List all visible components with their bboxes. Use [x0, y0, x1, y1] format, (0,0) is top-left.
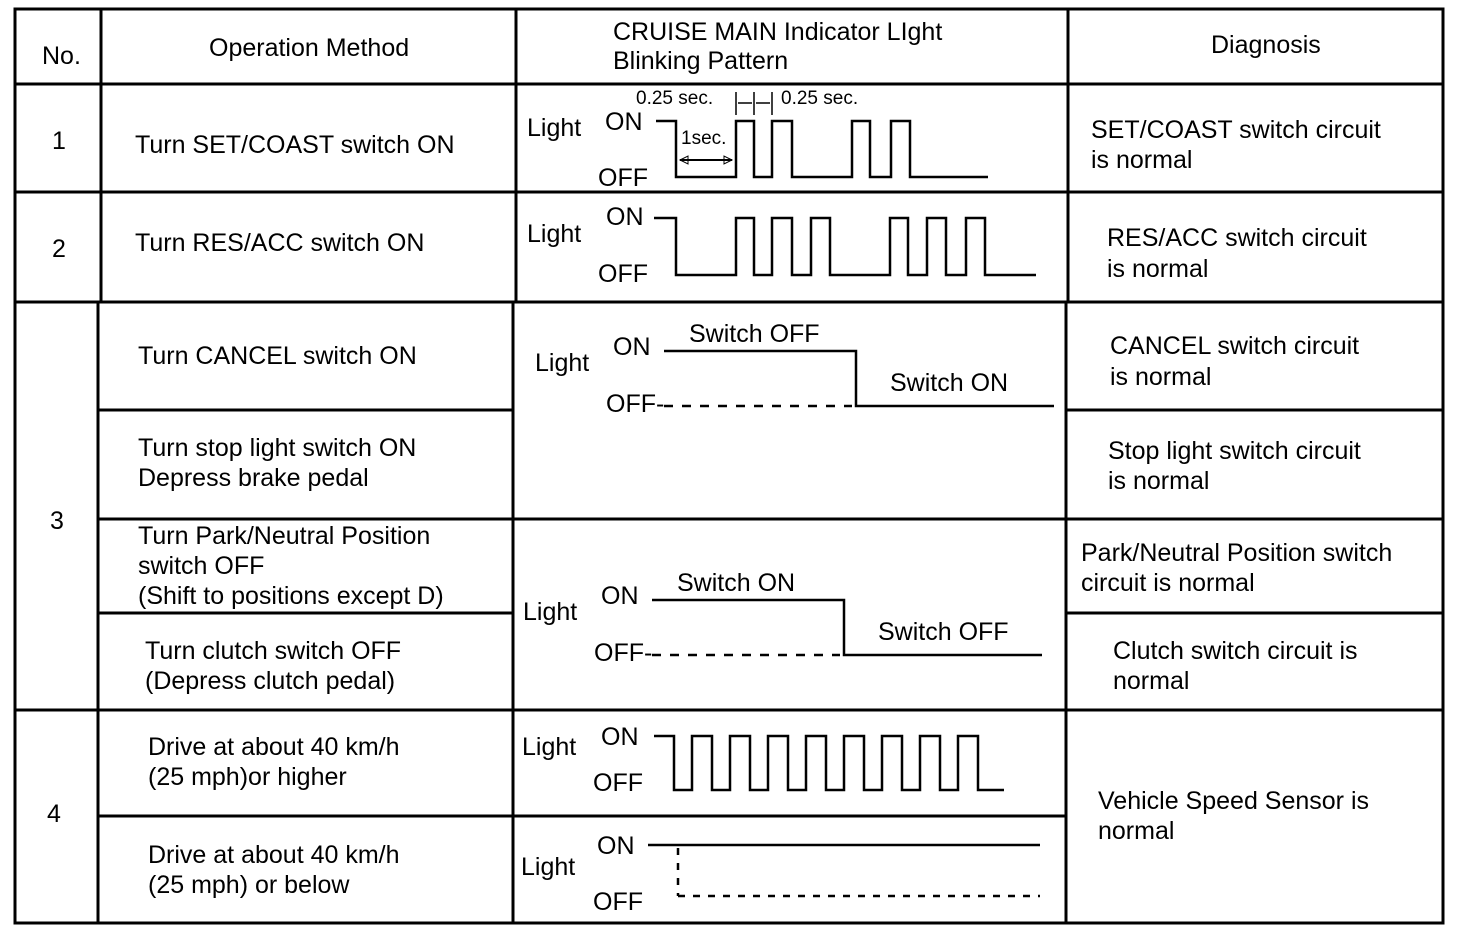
header-operation-method: Operation Method	[209, 34, 410, 62]
on-label-1: ON	[605, 108, 643, 136]
row-number-4: 4	[47, 800, 61, 828]
waveform-res-acc	[654, 218, 1036, 275]
header-pattern-line1: CRUISE MAIN Indicator LIght	[613, 18, 943, 46]
light-label-1: Light	[527, 114, 582, 142]
light-label-3a: Light	[535, 349, 590, 377]
diagnosis-pn-2: circuit is normal	[1081, 569, 1255, 597]
method-pn-3: (Shift to positions except D)	[138, 582, 444, 610]
method-speed-low-1: Drive at about 40 km/h	[148, 841, 400, 869]
method-set-coast: Turn SET/COAST switch ON	[135, 131, 455, 159]
method-stop-light-2: Depress brake pedal	[138, 464, 369, 492]
off-label-1: OFF	[598, 164, 648, 192]
off-label-3b: OFF-	[594, 639, 653, 667]
off-label-3a: OFF-	[606, 390, 665, 418]
method-res-acc: Turn RES/ACC switch ON	[135, 229, 425, 257]
diagnosis-res-acc-2: is normal	[1107, 255, 1209, 283]
diagnosis-res-acc-1: RES/ACC switch circuit	[1107, 224, 1367, 252]
diagnosis-stop-light-2: is normal	[1108, 467, 1210, 495]
diagnosis-stop-light-1: Stop light switch circuit	[1108, 437, 1361, 465]
switch-off-label-3a: Switch OFF	[689, 320, 820, 348]
off-label-2: OFF	[598, 260, 648, 288]
method-clutch-1: Turn clutch switch OFF	[145, 637, 402, 665]
timing-025-b: 0.25 sec.	[781, 88, 859, 109]
on-label-3b: ON	[601, 582, 639, 610]
row-number-2: 2	[52, 235, 66, 263]
method-clutch-2: (Depress clutch pedal)	[145, 667, 396, 695]
method-speed-high-2: (25 mph)or higher	[148, 763, 347, 791]
diagnosis-cancel-2: is normal	[1110, 363, 1212, 391]
diagnosis-speed-1: Vehicle Speed Sensor is	[1098, 787, 1370, 815]
switch-off-label-3b: Switch OFF	[878, 618, 1009, 646]
light-label-2: Light	[527, 220, 582, 248]
light-label-3b: Light	[523, 598, 578, 626]
method-speed-high-1: Drive at about 40 km/h	[148, 733, 400, 761]
row-number-1: 1	[52, 127, 66, 155]
diagnosis-pn-1: Park/Neutral Position switch	[1081, 539, 1393, 567]
method-stop-light-1: Turn stop light switch ON	[138, 434, 417, 462]
header-no: No.	[42, 42, 81, 70]
diagnosis-clutch-2: normal	[1113, 667, 1190, 695]
on-label-2: ON	[606, 203, 644, 231]
switch-on-label-3b: Switch ON	[677, 569, 796, 597]
light-label-4b: Light	[521, 853, 576, 881]
method-cancel: Turn CANCEL switch ON	[138, 342, 417, 370]
diagnosis-cancel-1: CANCEL switch circuit	[1110, 332, 1360, 360]
diagnosis-clutch-1: Clutch switch circuit is	[1113, 637, 1358, 665]
method-pn-1: Turn Park/Neutral Position	[138, 522, 431, 550]
diagnosis-speed-2: normal	[1098, 817, 1175, 845]
timing-1sec: 1sec.	[681, 128, 727, 149]
row-number-3: 3	[50, 507, 64, 535]
diagnosis-set-coast-1: SET/COAST switch circuit	[1091, 116, 1381, 144]
on-label-4a: ON	[601, 723, 639, 751]
method-pn-2: switch OFF	[138, 552, 265, 580]
timing-025-a: 0.25 sec.	[636, 88, 714, 109]
switch-on-label-3a: Switch ON	[890, 369, 1009, 397]
method-speed-low-2: (25 mph) or below	[148, 871, 350, 899]
header-diagnosis: Diagnosis	[1211, 31, 1321, 59]
off-label-4b: OFF	[593, 888, 643, 916]
diagnosis-set-coast-2: is normal	[1091, 146, 1193, 174]
light-label-4a: Light	[522, 733, 577, 761]
on-label-3a: ON	[613, 333, 651, 361]
header-pattern-line2: Blinking Pattern	[613, 47, 789, 75]
waveform-speed-high	[654, 736, 1004, 790]
on-label-4b: ON	[597, 832, 635, 860]
off-label-4a: OFF	[593, 769, 643, 797]
